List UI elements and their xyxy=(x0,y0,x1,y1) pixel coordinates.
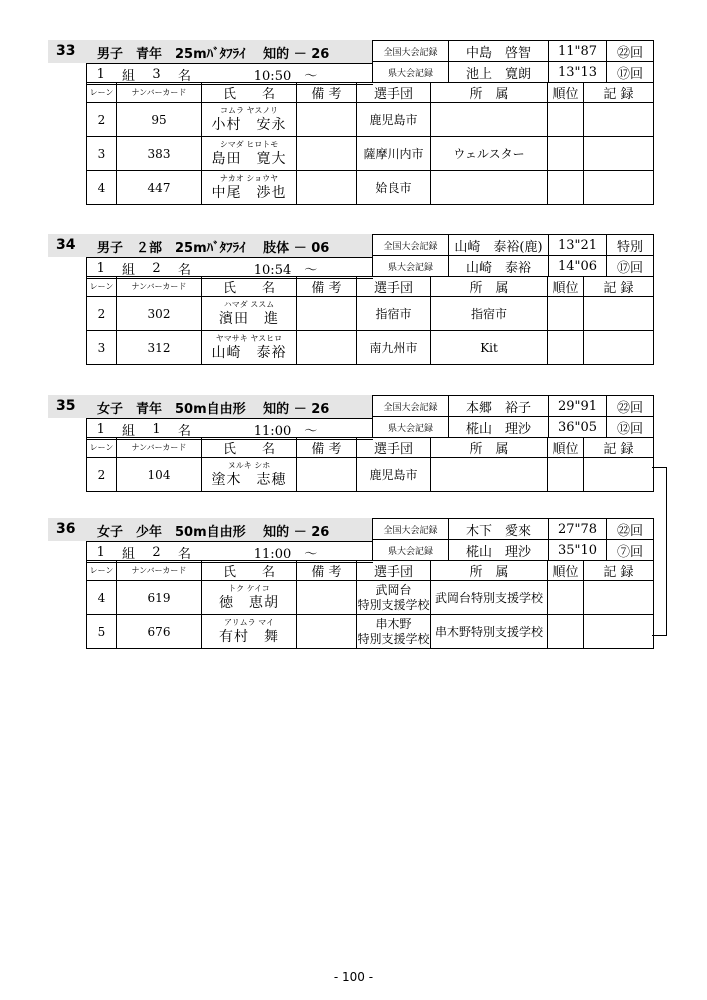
remarks-cell xyxy=(297,103,357,137)
col-record: 記 録 xyxy=(584,83,654,103)
affiliation-cell: ウェルスター xyxy=(431,137,548,171)
team-cell: 鹿児島市 xyxy=(357,103,431,137)
record-cell xyxy=(584,137,654,171)
pref-record-time: 13"13 xyxy=(549,62,607,83)
card-cell: 302 xyxy=(117,297,202,331)
affiliation-cell: 指宿市 xyxy=(431,297,548,331)
col-name: 氏 名 xyxy=(202,438,297,458)
col-rank: 順位 xyxy=(548,83,584,103)
team-line-1: 串木野 xyxy=(375,616,412,631)
athlete-name: 中尾 渉也 xyxy=(211,184,287,201)
col-team: 選手団 xyxy=(357,277,431,297)
pref-record-holder: 椛山 理沙 xyxy=(449,540,549,561)
furigana: ハマダ ススム xyxy=(223,299,275,309)
pref-record-time: 14"06 xyxy=(549,256,607,277)
group-label: 組 xyxy=(115,258,143,279)
card-cell: 104 xyxy=(117,458,202,492)
national-record-meet: ㉒回 xyxy=(607,396,654,417)
athlete-name: 島田 寛大 xyxy=(211,150,287,167)
lane-cell: 3 xyxy=(87,331,117,365)
pref-record-label: 県大会記録 xyxy=(373,417,449,438)
heat-connector-line xyxy=(652,467,667,636)
col-record: 記 録 xyxy=(584,561,654,581)
record-cell xyxy=(584,297,654,331)
record-table xyxy=(372,40,654,83)
record-cell xyxy=(584,171,654,205)
lane-cell: 4 xyxy=(87,581,117,615)
card-cell: 447 xyxy=(117,171,202,205)
pref-record-meet: ⑰回 xyxy=(607,256,654,277)
col-rank: 順位 xyxy=(548,277,584,297)
athlete-name: 山崎 泰裕 xyxy=(211,344,287,361)
pref-record-meet: ⑰回 xyxy=(607,62,654,83)
pref-record-time: 35"10 xyxy=(549,540,607,561)
col-remarks: 備 考 xyxy=(297,438,357,458)
col-affiliation: 所 属 xyxy=(431,438,548,458)
table-row xyxy=(87,137,654,171)
affiliation-cell xyxy=(431,458,548,492)
event-title: 男子 青年 25mﾊﾞﾀﾌﾗｲ 知的 － 26 xyxy=(97,47,330,62)
affiliation-cell: 武岡台特別支援学校 xyxy=(431,581,548,615)
table-row xyxy=(87,171,654,205)
entrant-count: 1 xyxy=(143,419,171,440)
column-header-row xyxy=(87,277,654,297)
pref-record-label: 県大会記録 xyxy=(373,256,449,277)
name-cell xyxy=(202,615,297,649)
start-time: 11:00 ～ xyxy=(199,542,373,563)
entries-table xyxy=(86,437,654,492)
rank-cell xyxy=(548,581,584,615)
col-remarks: 備 考 xyxy=(297,561,357,581)
athlete-name: 有村 舞 xyxy=(219,628,279,645)
record-cell xyxy=(584,581,654,615)
pref-record-holder: 池上 寛朗 xyxy=(449,62,549,83)
national-record-holder: 中島 啓智 xyxy=(449,41,549,62)
table-row xyxy=(87,458,654,492)
entrant-count-label: 名 xyxy=(171,258,199,279)
team-cell xyxy=(357,615,431,649)
national-record-label: 全国大会記録 xyxy=(373,41,449,62)
col-affiliation: 所 属 xyxy=(431,561,548,581)
col-record: 記 録 xyxy=(584,438,654,458)
athlete-name: 小村 安永 xyxy=(211,116,287,133)
national-record-holder: 木下 愛來 xyxy=(449,519,549,540)
col-name: 氏 名 xyxy=(202,83,297,103)
national-record-time: 13"21 xyxy=(549,235,607,256)
record-cell xyxy=(584,458,654,492)
national-record-time: 29"91 xyxy=(549,396,607,417)
col-record: 記 録 xyxy=(584,277,654,297)
lane-cell: 2 xyxy=(87,297,117,331)
group-number: 1 xyxy=(87,419,115,440)
col-name: 氏 名 xyxy=(202,277,297,297)
col-affiliation: 所 属 xyxy=(431,277,548,297)
record-table xyxy=(372,234,654,277)
col-rank: 順位 xyxy=(548,438,584,458)
rank-cell xyxy=(548,615,584,649)
card-cell: 619 xyxy=(117,581,202,615)
name-cell xyxy=(202,297,297,331)
event-number: 34 xyxy=(56,237,76,253)
col-rank: 順位 xyxy=(548,561,584,581)
name-cell xyxy=(202,581,297,615)
athlete-name: 徳 恵胡 xyxy=(219,594,279,611)
card-cell: 312 xyxy=(117,331,202,365)
group-number: 1 xyxy=(87,258,115,279)
furigana: ヌルキ シホ xyxy=(227,460,271,470)
rank-cell xyxy=(548,137,584,171)
athlete-name: 濱田 進 xyxy=(219,310,279,327)
table-row xyxy=(87,615,654,649)
lane-cell: 2 xyxy=(87,458,117,492)
col-lane: レーン xyxy=(87,277,117,297)
national-record-time: 27"78 xyxy=(549,519,607,540)
affiliation-cell xyxy=(431,103,548,137)
col-name: 氏 名 xyxy=(202,561,297,581)
national-record-meet: ㉒回 xyxy=(607,519,654,540)
name-cell xyxy=(202,171,297,205)
team-cell: 薩摩川内市 xyxy=(357,137,431,171)
name-cell xyxy=(202,137,297,171)
table-row xyxy=(87,103,654,137)
team-line-2: 特別支援学校 xyxy=(357,597,430,612)
col-lane: レーン xyxy=(87,438,117,458)
event-number: 33 xyxy=(56,43,76,59)
pref-record-label: 県大会記録 xyxy=(373,540,449,561)
col-team: 選手団 xyxy=(357,83,431,103)
start-time: 10:54 ～ xyxy=(199,258,373,279)
lane-cell: 2 xyxy=(87,103,117,137)
column-header-row xyxy=(87,83,654,103)
card-cell: 676 xyxy=(117,615,202,649)
pref-record-meet: ⑫回 xyxy=(607,417,654,438)
record-cell xyxy=(584,615,654,649)
name-cell xyxy=(202,331,297,365)
name-cell xyxy=(202,458,297,492)
athlete-name: 塗木 志穂 xyxy=(211,471,287,488)
entries-table xyxy=(86,276,654,365)
affiliation-cell: Kit xyxy=(431,331,548,365)
remarks-cell xyxy=(297,171,357,205)
table-row xyxy=(87,297,654,331)
national-record-time: 11"87 xyxy=(549,41,607,62)
record-table xyxy=(372,395,654,438)
pref-record-holder: 山崎 泰裕 xyxy=(449,256,549,277)
entrant-count-label: 名 xyxy=(171,419,199,440)
record-cell xyxy=(584,331,654,365)
col-number-card: ナンバーカード xyxy=(117,561,202,581)
furigana: コムラ ヤスノリ xyxy=(219,105,279,115)
national-record-label: 全国大会記録 xyxy=(373,396,449,417)
affiliation-cell xyxy=(431,171,548,205)
lane-cell: 5 xyxy=(87,615,117,649)
event-title: 女子 少年 50m自由形 知的 － 26 xyxy=(97,525,330,540)
rank-cell xyxy=(548,103,584,137)
entries-table xyxy=(86,82,654,205)
pref-record-holder: 椛山 理沙 xyxy=(449,417,549,438)
entrant-count: 3 xyxy=(143,64,171,85)
page-number: - 100 - xyxy=(333,970,374,984)
remarks-cell xyxy=(297,137,357,171)
lane-cell: 4 xyxy=(87,171,117,205)
col-affiliation: 所 属 xyxy=(431,83,548,103)
rank-cell xyxy=(548,331,584,365)
pref-record-label: 県大会記録 xyxy=(373,62,449,83)
team-cell: 指宿市 xyxy=(357,297,431,331)
rank-cell xyxy=(548,297,584,331)
group-label: 組 xyxy=(115,419,143,440)
national-record-meet: 特別 xyxy=(607,235,654,256)
lane-cell: 3 xyxy=(87,137,117,171)
national-record-holder: 本郷 裕子 xyxy=(449,396,549,417)
entrant-count: 2 xyxy=(143,258,171,279)
col-remarks: 備 考 xyxy=(297,83,357,103)
rank-cell xyxy=(548,171,584,205)
start-time: 11:00 ～ xyxy=(199,419,373,440)
col-team: 選手団 xyxy=(357,561,431,581)
group-number: 1 xyxy=(87,64,115,85)
col-remarks: 備 考 xyxy=(297,277,357,297)
column-header-row xyxy=(87,561,654,581)
record-cell xyxy=(584,103,654,137)
col-team: 選手団 xyxy=(357,438,431,458)
furigana: トク ケイコ xyxy=(228,583,270,593)
national-record-label: 全国大会記録 xyxy=(373,519,449,540)
name-cell xyxy=(202,103,297,137)
card-cell: 95 xyxy=(117,103,202,137)
event-title: 女子 青年 50m自由形 知的 － 26 xyxy=(97,402,330,417)
col-number-card: ナンバーカード xyxy=(117,438,202,458)
event-title: 男子 ２部 25mﾊﾞﾀﾌﾗｲ 肢体 － 06 xyxy=(97,241,330,256)
team-cell xyxy=(357,581,431,615)
start-time: 10:50 ～ xyxy=(199,64,373,85)
group-label: 組 xyxy=(115,542,143,563)
remarks-cell xyxy=(297,331,357,365)
remarks-cell xyxy=(297,458,357,492)
team-cell: 南九州市 xyxy=(357,331,431,365)
group-label: 組 xyxy=(115,64,143,85)
team-line-1: 武岡台 xyxy=(375,582,412,597)
col-lane: レーン xyxy=(87,561,117,581)
col-number-card: ナンバーカード xyxy=(117,277,202,297)
furigana: シマダ ヒロトモ xyxy=(219,139,279,149)
team-cell: 鹿児島市 xyxy=(357,458,431,492)
national-record-meet: ㉒回 xyxy=(607,41,654,62)
entrant-count-label: 名 xyxy=(171,64,199,85)
remarks-cell xyxy=(297,615,357,649)
col-number-card: ナンバーカード xyxy=(117,83,202,103)
column-header-row xyxy=(87,438,654,458)
entrant-count-label: 名 xyxy=(171,542,199,563)
national-record-label: 全国大会記録 xyxy=(373,235,449,256)
furigana: アリムラ マイ xyxy=(223,617,275,627)
pref-record-time: 36"05 xyxy=(549,417,607,438)
remarks-cell xyxy=(297,581,357,615)
entries-table xyxy=(86,560,654,649)
card-cell: 383 xyxy=(117,137,202,171)
event-number: 36 xyxy=(56,521,76,537)
event-number: 35 xyxy=(56,398,76,414)
rank-cell xyxy=(548,458,584,492)
record-table xyxy=(372,518,654,561)
remarks-cell xyxy=(297,297,357,331)
table-row xyxy=(87,331,654,365)
entrant-count: 2 xyxy=(143,542,171,563)
table-row xyxy=(87,581,654,615)
national-record-holder: 山崎 泰裕(鹿) xyxy=(449,235,549,256)
team-line-2: 特別支援学校 xyxy=(357,631,430,646)
furigana: ヤマサキ ヤスヒロ xyxy=(215,333,283,343)
col-lane: レーン xyxy=(87,83,117,103)
pref-record-meet: ⑦回 xyxy=(607,540,654,561)
group-number: 1 xyxy=(87,542,115,563)
team-cell: 姶良市 xyxy=(357,171,431,205)
furigana: ナカオ ショウヤ xyxy=(219,173,279,183)
affiliation-cell: 串木野特別支援学校 xyxy=(431,615,548,649)
